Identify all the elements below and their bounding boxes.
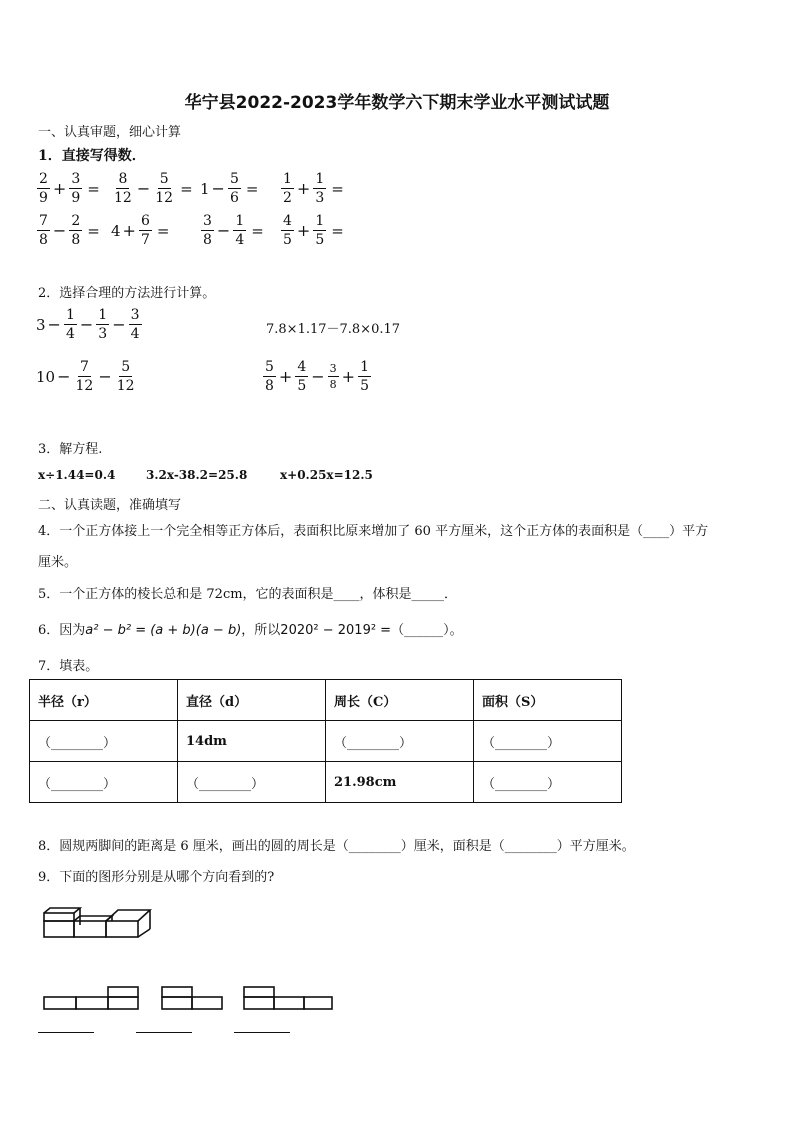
- fraction: $\frac{2}{9}$: [39, 171, 48, 206]
- table-cell: （________）: [474, 762, 622, 803]
- section-2-heading: 二、认真读题，准确填写: [38, 498, 182, 513]
- q4-line-2: 厘米。: [38, 555, 78, 570]
- q3-label: 3．解方程.: [38, 442, 103, 457]
- q3-equation-2: 3.2x-38.2=25.8: [146, 468, 248, 482]
- q8-text: 8．圆规两脚间的距离是 6 厘米，画出的圆的周长是（________）厘米，面积是（________）平方厘米。: [38, 839, 635, 854]
- q2-expr-3: 10 − $\frac{7}{12}$ − $\frac{5}{12}$: [36, 359, 135, 394]
- table-cell: （________）: [178, 762, 326, 803]
- table-cell: （________）: [30, 721, 178, 762]
- table-cell: 14dm: [178, 721, 326, 762]
- table-row: [30, 762, 622, 803]
- q1-item-5: $\frac{7}{8}$ − $\frac{2}{8}$ =: [39, 213, 100, 248]
- q2-expr-2: 7.8×1.17－7.8×0.17: [266, 322, 401, 337]
- section-1-heading: 一、认真审题，细心计算: [38, 125, 182, 140]
- q1-item-3: 1 − $\frac{5}{6}$ =: [200, 171, 259, 206]
- header-radius: 半径（r）: [30, 680, 178, 721]
- q2-label: 2．选择合理的方法进行计算。: [38, 286, 216, 301]
- q3-equation-1: x÷1.44=0.4: [38, 468, 116, 482]
- table-cell: （________）: [474, 721, 622, 762]
- header-area: 面积（S）: [474, 680, 622, 721]
- q7-table: [29, 679, 622, 803]
- header-circumference: 周长（C）: [326, 680, 474, 721]
- table-cell: （________）: [326, 721, 474, 762]
- q2-expr-4: $\frac{5}{8}$ + $\frac{4}{5}$ − $\frac{3}{8}$ + $\frac{1}{5}$: [265, 359, 369, 394]
- header-diameter: 直径（d）: [178, 680, 326, 721]
- q5-text: 5．一个正方体的棱长总和是 72cm，它的表面积是____，体积是_____．: [38, 587, 458, 602]
- answer-blank-1[interactable]: [38, 1032, 94, 1033]
- q4-line-1: 4．一个正方体接上一个完全相等正方体后，表面积比原来增加了 60 平方厘米，这个正方体的表面积是（____）平方: [38, 524, 709, 539]
- q1-item-7: $\frac{3}{8}$ − $\frac{1}{4}$ =: [203, 213, 264, 248]
- q1-label: 1．直接写得数．: [38, 148, 146, 164]
- view-option-2: [160, 985, 230, 1011]
- table-header-row: [30, 680, 622, 721]
- fraction: $\frac{3}{9}$: [71, 171, 81, 206]
- q1-item-1: $\frac{2}{9}$ + $\frac{3}{9}$ =: [39, 171, 100, 206]
- table-cell: 21.98cm: [326, 762, 474, 803]
- view-option-1: [42, 985, 142, 1011]
- q9-text: 9．下面的图形分别是从哪个方向看到的?: [38, 870, 275, 885]
- answer-blank-2[interactable]: [136, 1032, 192, 1033]
- q7-label: 7．填表。: [38, 659, 99, 674]
- q2-expr-1: 3 − $\frac{1}{4}$ − $\frac{1}{3}$ − $\frac{3}{4}$: [36, 307, 140, 342]
- table-cell: （________）: [30, 762, 178, 803]
- answer-blank-3[interactable]: [234, 1032, 290, 1033]
- solid-figure-diagram: [40, 905, 160, 941]
- q6-formula: a² − b² = (a + b)(a − b): [85, 623, 242, 638]
- q1-item-8: $\frac{4}{5}$ + $\frac{1}{5}$ =: [283, 213, 344, 248]
- q6-formula-2: 2020² − 2019² =: [280, 623, 392, 638]
- page-title: 华宁县2022-2023学年数学六下期末学业水平测试试题: [184, 93, 610, 113]
- q6-text: 6．因为a² − b² = (a + b)(a − b)，所以2020² − 2019² =（______）。: [38, 623, 463, 638]
- q1-item-4: $\frac{1}{2}$ + $\frac{1}{3}$ =: [283, 171, 344, 206]
- q3-equation-3: x+0.25x=12.5: [280, 468, 373, 482]
- q1-item-6: 4 + $\frac{6}{7}$ =: [111, 213, 170, 248]
- view-option-3: [242, 985, 336, 1011]
- table-row: [30, 721, 622, 762]
- q1-item-2: $\frac{8}{12}$ − $\frac{5}{12}$ =: [114, 171, 193, 206]
